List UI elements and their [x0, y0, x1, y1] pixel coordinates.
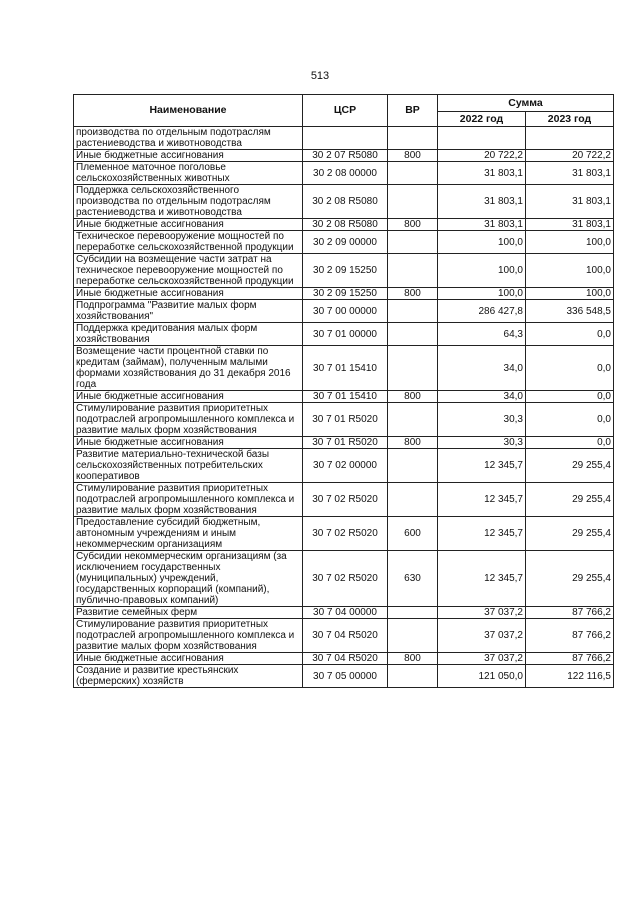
- row-name: Развитие материально-технической базы сельскохозяйственных потребительских кооперативов: [74, 449, 303, 483]
- row-vr: [388, 449, 438, 483]
- row-vr: [388, 403, 438, 437]
- row-name: Иные бюджетные ассигнования: [74, 391, 303, 403]
- row-amount-2023: 0,0: [526, 391, 614, 403]
- table-row: [74, 346, 614, 391]
- row-csr: [303, 127, 388, 150]
- row-csr: 30 2 09 15250: [303, 254, 388, 288]
- row-name: Стимулирование развития приоритетных подотраслей агропромышленного комплекса и развитие малых форм хозяйствования: [74, 483, 303, 517]
- row-vr: 800: [388, 653, 438, 665]
- row-amount-2023: 0,0: [526, 323, 614, 346]
- row-amount-2023: 31 803,1: [526, 185, 614, 219]
- row-vr: 600: [388, 517, 438, 551]
- row-vr: [388, 619, 438, 653]
- row-name: Иные бюджетные ассигнования: [74, 288, 303, 300]
- row-csr: 30 2 07 R5080: [303, 150, 388, 162]
- row-amount-2023: 29 255,4: [526, 551, 614, 607]
- table-row: [74, 162, 614, 185]
- table-row: [74, 551, 614, 607]
- row-name: Иные бюджетные ассигнования: [74, 219, 303, 231]
- row-vr: 800: [388, 219, 438, 231]
- row-amount-2022: 100,0: [438, 254, 526, 288]
- row-name: Поддержка кредитования малых форм хозяйствования: [74, 323, 303, 346]
- row-amount-2022: 31 803,1: [438, 185, 526, 219]
- row-csr: 30 7 04 R5020: [303, 619, 388, 653]
- row-csr: 30 7 01 15410: [303, 391, 388, 403]
- row-vr: [388, 185, 438, 219]
- row-name: Субсидии на возмещение части затрат на техническое перевооружение мощностей по переработке сельскохозяйственной продукции: [74, 254, 303, 288]
- row-csr: 30 7 01 R5020: [303, 403, 388, 437]
- table-row: [74, 619, 614, 653]
- table-row: [74, 483, 614, 517]
- row-amount-2023: 29 255,4: [526, 449, 614, 483]
- row-amount-2022: 30,3: [438, 437, 526, 449]
- row-amount-2023: 122 116,5: [526, 665, 614, 688]
- table-row: [74, 323, 614, 346]
- row-name: Субсидии некоммерческим организациям (за исключением государственных (муниципальных) учреждений, государственных корпораций (компаний), публично-правовых компаний): [74, 551, 303, 607]
- table-row: [74, 437, 614, 449]
- row-csr: 30 7 02 00000: [303, 449, 388, 483]
- row-amount-2022: 31 803,1: [438, 162, 526, 185]
- row-amount-2022: 20 722,2: [438, 150, 526, 162]
- row-amount-2022: 64,3: [438, 323, 526, 346]
- row-csr: 30 7 01 15410: [303, 346, 388, 391]
- table-row: [74, 185, 614, 219]
- row-csr: 30 7 02 R5020: [303, 483, 388, 517]
- row-amount-2023: 100,0: [526, 288, 614, 300]
- row-amount-2022: 31 803,1: [438, 219, 526, 231]
- table-row: [74, 449, 614, 483]
- row-vr: 800: [388, 391, 438, 403]
- row-csr: 30 2 09 15250: [303, 288, 388, 300]
- row-name: Создание и развитие крестьянских (фермерских) хозяйств: [74, 665, 303, 688]
- table-row: [74, 127, 614, 150]
- row-amount-2023: 31 803,1: [526, 162, 614, 185]
- table-row: [74, 665, 614, 688]
- row-name: производства по отдельным подотраслям растениеводства и животноводства: [74, 127, 303, 150]
- row-name: Иные бюджетные ассигнования: [74, 150, 303, 162]
- row-csr: 30 2 08 R5080: [303, 185, 388, 219]
- row-vr: [388, 665, 438, 688]
- row-amount-2022: 12 345,7: [438, 483, 526, 517]
- row-name: Поддержка сельскохозяйственного производства по отдельным подотраслям растениеводства и животноводства: [74, 185, 303, 219]
- row-amount-2022: 37 037,2: [438, 619, 526, 653]
- row-name: Стимулирование развития приоритетных подотраслей агропромышленного комплекса и развитие малых форм хозяйствования: [74, 403, 303, 437]
- table-row: [74, 300, 614, 323]
- row-amount-2023: 29 255,4: [526, 483, 614, 517]
- table-row: [74, 607, 614, 619]
- column-2023-header: 2023 год: [526, 112, 614, 127]
- row-csr: 30 7 00 00000: [303, 300, 388, 323]
- row-name: Племенное маточное поголовье сельскохозяйственных животных: [74, 162, 303, 185]
- table-row: [74, 403, 614, 437]
- row-csr: 30 7 02 R5020: [303, 551, 388, 607]
- row-csr: 30 7 04 R5020: [303, 653, 388, 665]
- row-amount-2023: 20 722,2: [526, 150, 614, 162]
- table-row: [74, 653, 614, 665]
- table-row: [74, 517, 614, 551]
- table-row: [74, 150, 614, 162]
- row-amount-2023: 87 766,2: [526, 653, 614, 665]
- row-vr: [388, 607, 438, 619]
- row-amount-2022: 37 037,2: [438, 653, 526, 665]
- row-vr: [388, 162, 438, 185]
- row-amount-2023: 0,0: [526, 437, 614, 449]
- row-vr: 800: [388, 288, 438, 300]
- row-amount-2022: 100,0: [438, 288, 526, 300]
- row-vr: 800: [388, 437, 438, 449]
- row-name: Предоставление субсидий бюджетным, автономным учреждениям и иным некоммерческим организациям: [74, 517, 303, 551]
- row-name: Развитие семейных ферм: [74, 607, 303, 619]
- row-amount-2023: 29 255,4: [526, 517, 614, 551]
- column-sum-header: Сумма: [438, 95, 614, 112]
- row-amount-2023: [526, 127, 614, 150]
- row-amount-2022: 37 037,2: [438, 607, 526, 619]
- row-name: Иные бюджетные ассигнования: [74, 653, 303, 665]
- table-header: [74, 95, 614, 127]
- table-header-row: [74, 95, 614, 112]
- row-csr: 30 2 09 00000: [303, 231, 388, 254]
- row-amount-2022: 12 345,7: [438, 551, 526, 607]
- row-amount-2023: 336 548,5: [526, 300, 614, 323]
- table-row: [74, 254, 614, 288]
- row-amount-2022: 121 050,0: [438, 665, 526, 688]
- table-row: [74, 231, 614, 254]
- row-csr: 30 2 08 00000: [303, 162, 388, 185]
- row-vr: [388, 254, 438, 288]
- row-name: Техническое перевооружение мощностей по переработке сельскохозяйственной продукции: [74, 231, 303, 254]
- row-vr: 800: [388, 150, 438, 162]
- row-amount-2023: 31 803,1: [526, 219, 614, 231]
- row-amount-2022: 34,0: [438, 346, 526, 391]
- row-vr: [388, 346, 438, 391]
- row-vr: [388, 300, 438, 323]
- row-amount-2023: 0,0: [526, 403, 614, 437]
- table-row: [74, 391, 614, 403]
- row-vr: [388, 231, 438, 254]
- row-amount-2023: 100,0: [526, 231, 614, 254]
- row-csr: 30 7 01 R5020: [303, 437, 388, 449]
- row-amount-2023: 0,0: [526, 346, 614, 391]
- row-name: Иные бюджетные ассигнования: [74, 437, 303, 449]
- column-2022-header: 2022 год: [438, 112, 526, 127]
- row-amount-2022: 30,3: [438, 403, 526, 437]
- column-csr-header: ЦСР: [303, 95, 388, 127]
- row-vr: 630: [388, 551, 438, 607]
- row-amount-2023: 87 766,2: [526, 607, 614, 619]
- row-name: Подпрограмма "Развитие малых форм хозяйствования": [74, 300, 303, 323]
- row-amount-2022: 12 345,7: [438, 517, 526, 551]
- row-csr: 30 7 02 R5020: [303, 517, 388, 551]
- column-name-header: Наименование: [74, 95, 303, 127]
- row-vr: [388, 323, 438, 346]
- row-vr: [388, 483, 438, 517]
- column-vr-header: ВР: [388, 95, 438, 127]
- row-name: Стимулирование развития приоритетных подотраслей агропромышленного комплекса и развитие малых форм хозяйствования: [74, 619, 303, 653]
- row-csr: 30 7 01 00000: [303, 323, 388, 346]
- row-name: Возмещение части процентной ставки по кредитам (займам), полученным малыми формами хозяйствования до 31 декабря 2016 года: [74, 346, 303, 391]
- row-amount-2022: [438, 127, 526, 150]
- table-row: [74, 288, 614, 300]
- row-amount-2023: 87 766,2: [526, 619, 614, 653]
- row-amount-2023: 100,0: [526, 254, 614, 288]
- table-body: [74, 127, 614, 688]
- row-csr: 30 7 05 00000: [303, 665, 388, 688]
- budget-table: [73, 94, 614, 688]
- row-vr: [388, 127, 438, 150]
- row-csr: 30 7 04 00000: [303, 607, 388, 619]
- row-amount-2022: 12 345,7: [438, 449, 526, 483]
- row-csr: 30 2 08 R5080: [303, 219, 388, 231]
- row-amount-2022: 34,0: [438, 391, 526, 403]
- row-amount-2022: 286 427,8: [438, 300, 526, 323]
- table-row: [74, 219, 614, 231]
- page-number: 513: [310, 70, 330, 82]
- row-amount-2022: 100,0: [438, 231, 526, 254]
